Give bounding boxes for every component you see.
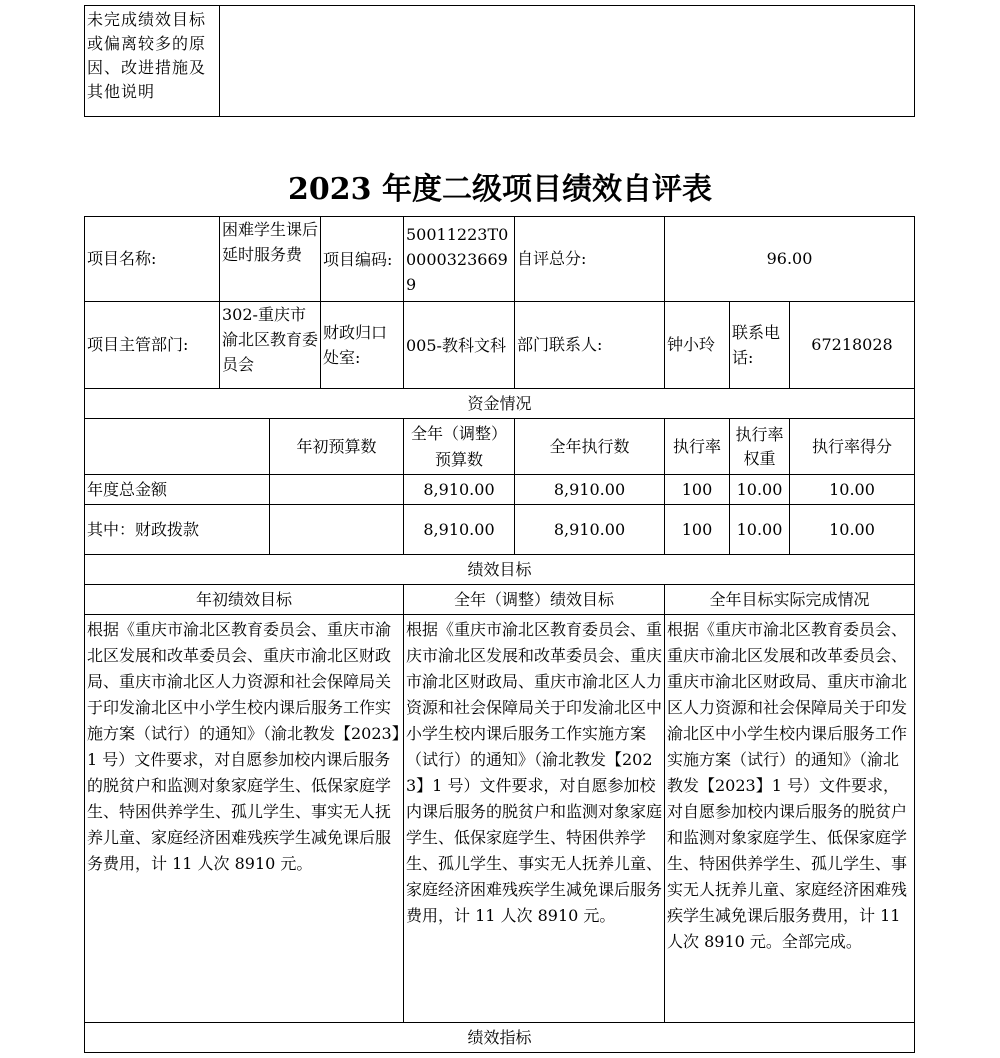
department-label: 项目主管部门:	[85, 302, 220, 389]
row-label: 年度总金额	[85, 475, 270, 505]
goals-col2-header: 全年（调整）绩效目标	[404, 585, 665, 615]
initial-budget-cell	[270, 505, 404, 555]
weight-cell: 10.00	[730, 475, 790, 505]
header-score: 执行率得分	[790, 419, 915, 475]
adjusted-budget-cell: 8,910.00	[404, 505, 515, 555]
weight-cell: 10.00	[730, 505, 790, 555]
goals-col2-text: 根据《重庆市渝北区教育委员会、重庆市渝北区发展和改革委员会、重庆市渝北区财政局、重庆市渝北区人力资源和社会保障局关于印发渝北区中小学生校内课后服务工作实施方案（试行）的通知》（渝北教发【2023】1 号）文件要求，对自愿参加校内课后服务的脱贫户和监测对象家庭学生、低保家庭学生、特困供养学生、孤儿学生、事实无人抚养儿童、家庭经济困难残疾学生减免课后服务费用，计 11 人次 8910 元。	[404, 615, 665, 1023]
score-cell: 10.00	[790, 475, 915, 505]
project-name-value: 困难学生课后延时服务费	[222, 220, 319, 264]
executed-cell: 8,910.00	[515, 475, 665, 505]
header-rate: 执行率	[665, 419, 730, 475]
score-cell: 10.00	[790, 505, 915, 555]
rate-cell: 100	[665, 475, 730, 505]
department-value: 302-重庆市渝北区教育委员会	[222, 305, 319, 374]
row-label: 其中：财政拨款	[85, 505, 270, 555]
self-evaluation-table	[84, 216, 915, 1053]
header-adjusted-budget: 全年（调整）预算数	[404, 419, 515, 475]
self-score-value: 96.00	[665, 217, 915, 302]
finance-office-label: 财政归口处室:	[320, 302, 403, 388]
funds-header-blank	[85, 419, 270, 475]
goals-col3-header: 全年目标实际完成情况	[665, 585, 915, 615]
unfinished-reason-content	[220, 6, 915, 117]
header-initial-budget: 年初预算数	[270, 419, 404, 475]
goals-col3-text: 根据《重庆市渝北区教育委员会、重庆市渝北区发展和改革委员会、重庆市渝北区财政局、重庆市渝北区人力资源和社会保障局关于印发渝北区中小学生校内课后服务工作实施方案（试行）的通知》（渝北教发【2023】1 号）文件要求，对自愿参加校内课后服务的脱贫户和监测对象家庭学生、低保家庭学生、特困供养学生、孤儿学生、事实无人抚养儿童、家庭经济困难残疾学生减免课后服务费用，计 11 人次 8910 元。全部完成。	[665, 615, 915, 1023]
header-weight: 执行率权重	[730, 419, 790, 475]
project-name-label: 项目名称:	[85, 217, 220, 302]
phone-label: 联系电话:	[730, 302, 790, 389]
self-score-label: 自评总分:	[515, 217, 665, 302]
previous-section-table	[84, 5, 915, 117]
unfinished-reason-label: 未完成绩效目标或偏离较多的原因、改进措施及其他说明	[85, 6, 220, 117]
header-executed: 全年执行数	[515, 419, 665, 475]
goals-section-title: 绩效目标	[85, 555, 915, 585]
finance-office-value: 005-教科文科	[404, 302, 515, 389]
table-row	[85, 505, 915, 555]
indicators-section-title: 绩效指标	[85, 1023, 915, 1053]
goals-col1-header: 年初绩效目标	[85, 585, 404, 615]
project-code-value: 50011223T000003236699	[404, 217, 515, 302]
adjusted-budget-cell: 8,910.00	[404, 475, 515, 505]
contact-label: 部门联系人:	[515, 302, 665, 389]
funds-section-title: 资金情况	[85, 389, 915, 419]
executed-cell: 8,910.00	[515, 505, 665, 555]
contact-value: 钟小玲	[665, 302, 730, 389]
page-title: 2023 年度二级项目绩效自评表	[288, 172, 712, 207]
phone-value: 67218028	[790, 302, 915, 389]
project-code-label: 项目编码:	[320, 217, 403, 301]
table-row	[85, 475, 915, 505]
initial-budget-cell	[270, 475, 404, 505]
rate-cell: 100	[665, 505, 730, 555]
goals-col1-text: 根据《重庆市渝北区教育委员会、重庆市渝北区发展和改革委员会、重庆市渝北区财政局、重庆市渝北区人力资源和社会保障局关于印发渝北区中小学生校内课后服务工作实施方案（试行）的通知》（渝北教发【2023】1 号）文件要求，对自愿参加校内课后服务的脱贫户和监测对象家庭学生、低保家庭学生、特困供养学生、孤儿学生、事实无人抚养儿童、家庭经济困难残疾学生减免课后服务费用，计 11 人次 8910 元。	[85, 615, 404, 1023]
